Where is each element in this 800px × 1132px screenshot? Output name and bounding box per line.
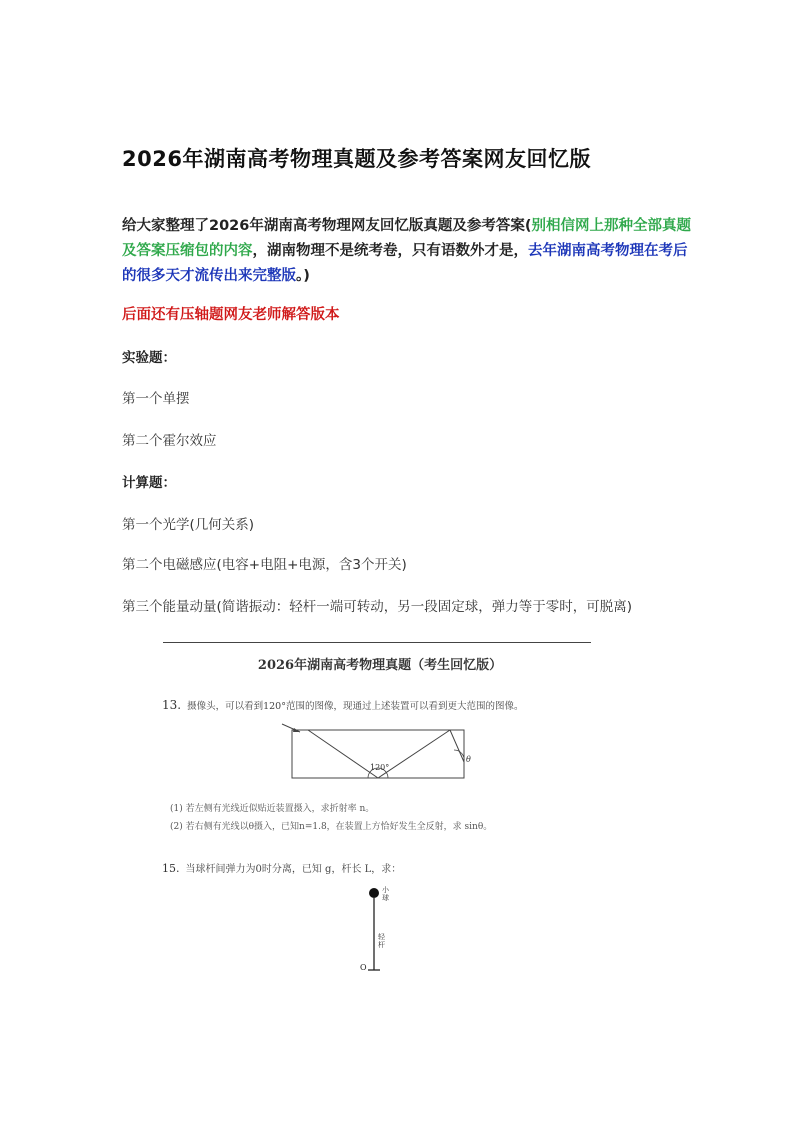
incident-ray-right bbox=[450, 730, 464, 762]
rod-label bbox=[378, 932, 386, 949]
experiment-item-2: 第二个霍尔效应 bbox=[122, 433, 217, 449]
red-note: 后面还有压轴题网友老师解答版本 bbox=[122, 307, 340, 323]
ball-label-char-2: 球 bbox=[382, 894, 389, 902]
calc-heading: 计算题： bbox=[122, 475, 176, 491]
question-15-text: 当球杆间弹力为0时分离，已知 g，杆长 L，求： bbox=[185, 864, 402, 875]
question-13-number: 13. bbox=[162, 698, 182, 712]
page-title: 2026年湖南高考物理真题及参考答案网友回忆版 bbox=[122, 147, 591, 171]
rod-label-char-2: 杆 bbox=[378, 941, 385, 949]
question-15 bbox=[162, 860, 401, 875]
ball-label-char-1: 小 bbox=[382, 886, 389, 894]
question-13-text: 摄像头，可以看到120°范围的图像，现通过上述装置可以看到更大范围的图像。 bbox=[187, 701, 524, 712]
calc-item-3: 第三个能量动量(简谐振动：轻杆一端可转动，另一段固定球，弹力等于零时，可脱离) bbox=[122, 599, 633, 615]
question-13 bbox=[162, 698, 523, 712]
optics-diagram bbox=[278, 720, 488, 786]
angle-label: 120° bbox=[370, 763, 390, 772]
ball bbox=[369, 888, 379, 898]
intro-text-2: ，湖南物理不是统考卷，只有语数外才是， bbox=[252, 243, 528, 259]
experiment-item-1: 第一个单摆 bbox=[122, 391, 190, 407]
figure-top-rule bbox=[163, 642, 591, 643]
figure-title: 2026年湖南高考物理真题（考生回忆版） bbox=[257, 658, 503, 673]
calc-item-2: 第二个电磁感应(电容+电阻+电源，含3个开关) bbox=[122, 557, 407, 573]
rod-label-char-1: 轻 bbox=[378, 933, 385, 941]
calc-item-1: 第一个光学(几何关系) bbox=[122, 517, 255, 533]
pivot-label: O bbox=[360, 963, 367, 972]
question-13-part-2: (2) 若右侧有光线以θ摄入，已知n=1.8，在装置上方恰好发生全反射，求 sinθ。 bbox=[170, 822, 493, 832]
intro-text: 给大家整理了2026年湖南高考物理网友回忆版真题及参考答案( bbox=[122, 218, 532, 234]
question-15-number: 15. bbox=[162, 862, 180, 875]
ball-label bbox=[382, 885, 390, 902]
theta-label: θ bbox=[466, 755, 471, 764]
intro-paragraph bbox=[122, 214, 692, 289]
experiment-heading: 实验题： bbox=[122, 350, 176, 366]
refracted-ray-left bbox=[308, 730, 378, 778]
rod-ball-diagram bbox=[356, 884, 406, 976]
intro-text-3: 。) bbox=[296, 268, 310, 284]
exam-question-image bbox=[160, 638, 600, 978]
intro-blue-note: 去年湖南高考物理在考后的很多天才流传出来完整版 bbox=[122, 243, 688, 284]
intro-green-warning: 别相信网上那种全部真题及答案压缩包的内容 bbox=[122, 218, 691, 259]
question-13-part-1: (1) 若左侧有光线近似贴近装置摄入，求折射率 n。 bbox=[170, 804, 375, 814]
